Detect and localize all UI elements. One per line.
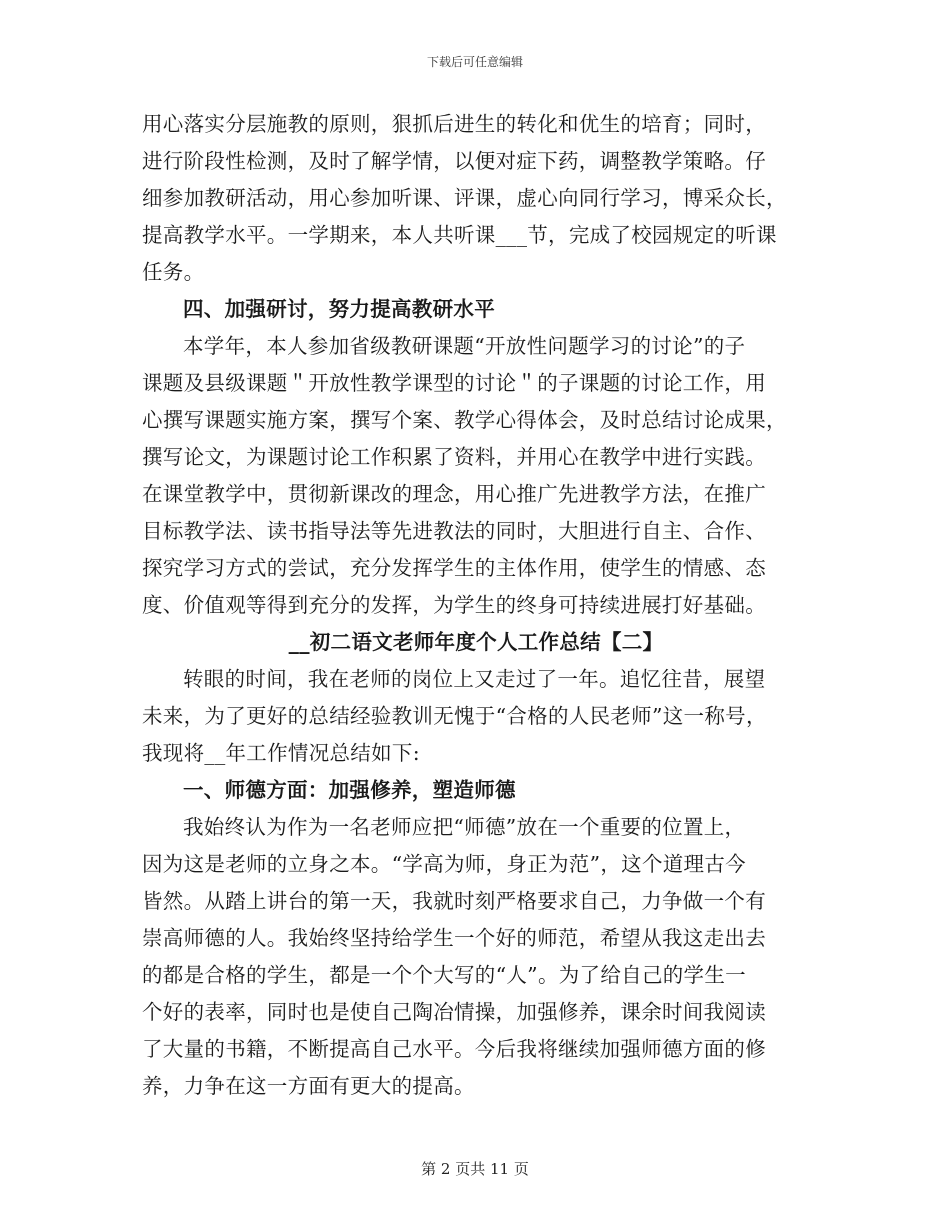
paragraph-start-line: 我始终认为作为一名老师应把“师德”放在一个重要的位置上， — [183, 815, 746, 839]
body-line: 任务。 — [142, 260, 205, 284]
page-header: 下载后可任意编辑 — [426, 55, 523, 69]
section-heading: 一、师德方面：加强修养，塑造师德 — [183, 778, 516, 802]
body-line: 细参加教研活动，用心参加听课、评课，虚心向同行学习，博采众长， — [142, 186, 787, 210]
document-section-title: __初二语文老师年度个人工作总结【二】 — [288, 630, 664, 654]
body-line: 进行阶段性检测，及时了解学情，以便对症下药，调整教学策略。仔 — [142, 149, 766, 173]
body-line: 我现将__年工作情况总结如下: — [142, 741, 420, 765]
body-line: 用心落实分层施教的原则，狠抓后进生的转化和优生的培育；同时， — [142, 112, 766, 136]
body-line: 的都是合格的学生，都是一个个大写的“人”。为了给自己的学生一 — [142, 963, 746, 987]
body-line: 养，力争在这一方面有更大的提高。 — [142, 1074, 475, 1098]
page-footer: 第 2 页共 11 页 — [421, 1160, 529, 1178]
body-line: 探究学习方式的尝试，充分发挥学生的主体作用，使学生的情感、态 — [142, 556, 766, 580]
body-line: 因为这是老师的立身之本。“学高为师，身正为范”，这个道理古今 — [142, 852, 746, 876]
body-line: 心撰写课题实施方案，撰写个案、教学心得体会，及时总结讨论成果， — [142, 408, 787, 432]
body-line: 在课堂教学中，贯彻新课改的理念，用心推广先进教学方法，在推广 — [142, 482, 766, 506]
body-line: 撰写论文，为课题讨论工作积累了资料，并用心在教学中进行实践。 — [142, 445, 766, 469]
body-line: 课题及县级课题＂开放性教学课型的讨论＂的子课题的讨论工作，用 — [142, 371, 766, 395]
body-line: 崇高师德的人。我始终坚持给学生一个好的师范，希望从我这走出去 — [142, 926, 766, 950]
body-line: 皆然。从踏上讲台的第一天，我就时刻严格要求自己，力争做一个有 — [142, 889, 766, 913]
section-heading: 四、加强研讨，努力提高教研水平 — [183, 297, 495, 321]
body-line: 度、价值观等得到充分的发挥，为学生的终身可持续进展打好基础。 — [142, 593, 766, 617]
body-line: 未来，为了更好的总结经验教训无愧于“合格的人民老师”这一称号， — [142, 704, 767, 728]
document-body — [142, 106, 810, 1105]
body-line: 了大量的书籍，不断提高自己水平。今后我将继续加强师德方面的修 — [142, 1037, 766, 1061]
paragraph-start-line: 转眼的时间，我在老师的岗位上又走过了一年。追忆往昔，展望 — [183, 667, 766, 691]
body-line: 提高教学水平。一学期来，本人共听课___节，完成了校园规定的听课 — [142, 223, 777, 247]
body-line: 目标教学法、读书指导法等先进教法的同时，大胆进行自主、合作、 — [142, 519, 766, 543]
paragraph-start-line: 本学年，本人参加省级教研课题“开放性问题学习的讨论”的子 — [183, 334, 746, 358]
body-line: 个好的表率，同时也是使自己陶冶情操，加强修养，课余时间我阅读 — [142, 1000, 766, 1024]
